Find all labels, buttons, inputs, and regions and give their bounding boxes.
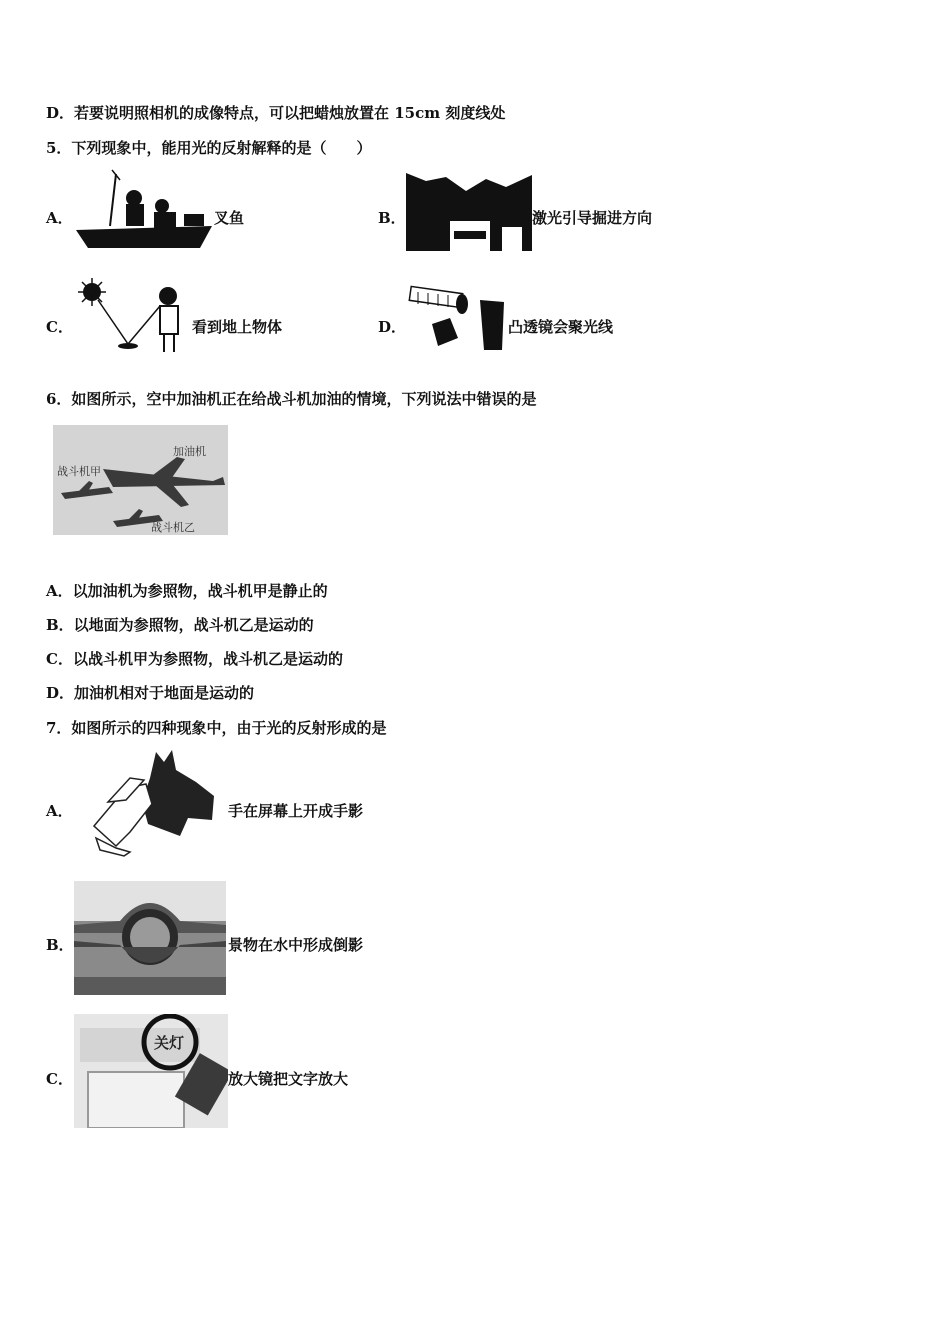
q6-stem: 6．如图所示，空中加油机正在给战斗机加油的情境，下列说法中错误的是 bbox=[46, 390, 537, 408]
q5-option-a-letter: A． bbox=[46, 209, 73, 227]
q5-option-a-caption: 叉鱼 bbox=[214, 209, 245, 227]
q7-option-c-caption: 放大镜把文字放大 bbox=[228, 1070, 349, 1088]
q5-stem: 5．下列现象中，能用光的反射解释的是（ ） bbox=[46, 139, 372, 157]
q6-option-c: C．以战斗机甲为参照物，战斗机乙是运动的 bbox=[46, 650, 343, 668]
q5-option-d-caption: 凸透镜会聚光线 bbox=[508, 318, 614, 336]
q7-bridge-reflection-image bbox=[74, 881, 226, 995]
q6-label-fighter-b: 战斗机乙 bbox=[151, 521, 195, 534]
q6-label-tanker: 加油机 bbox=[173, 445, 206, 458]
q7-option-b-letter: B． bbox=[46, 936, 74, 954]
q5-option-d-letter: D． bbox=[378, 318, 407, 336]
q7-magnifier-sign-text: 关灯 bbox=[154, 1034, 185, 1052]
q7-option-a-caption: 手在屏幕上开成手影 bbox=[228, 802, 364, 820]
q5-option-c-letter: C． bbox=[46, 318, 73, 336]
q5-option-b-letter: B． bbox=[378, 209, 406, 227]
q4-option-d: D．若要说明照相机的成像特点，可以把蜡烛放置在 15cm 刻度线处 bbox=[46, 104, 506, 122]
q5-option-c-caption: 看到地上物体 bbox=[192, 318, 283, 336]
q7-option-a-letter: A． bbox=[46, 802, 73, 820]
q7-stem: 7．如图所示的四种现象中，由于光的反射形成的是 bbox=[46, 719, 387, 737]
q5-seeing-object-image bbox=[74, 276, 190, 354]
q6-refueling-figure bbox=[53, 425, 228, 535]
q6-option-b: B．以地面为参照物，战斗机乙是运动的 bbox=[46, 616, 314, 634]
q5-laser-tunnel-image bbox=[406, 173, 532, 251]
q7-magnifier-image bbox=[74, 1014, 228, 1128]
q5-convex-lens-image bbox=[406, 280, 508, 354]
q5-spear-fishing-image bbox=[74, 168, 214, 250]
q5-option-b-caption: 激光引导掘进方向 bbox=[532, 209, 653, 227]
q6-label-fighter-a: 战斗机甲 bbox=[57, 465, 101, 478]
q6-option-d: D．加油机相对于地面是运动的 bbox=[46, 684, 255, 702]
q6-option-a: A．以加油机为参照物，战斗机甲是静止的 bbox=[46, 582, 328, 600]
q7-hand-shadow-image bbox=[86, 748, 218, 858]
q7-option-c-letter: C． bbox=[46, 1070, 73, 1088]
q7-option-b-caption: 景物在水中形成倒影 bbox=[228, 936, 364, 954]
